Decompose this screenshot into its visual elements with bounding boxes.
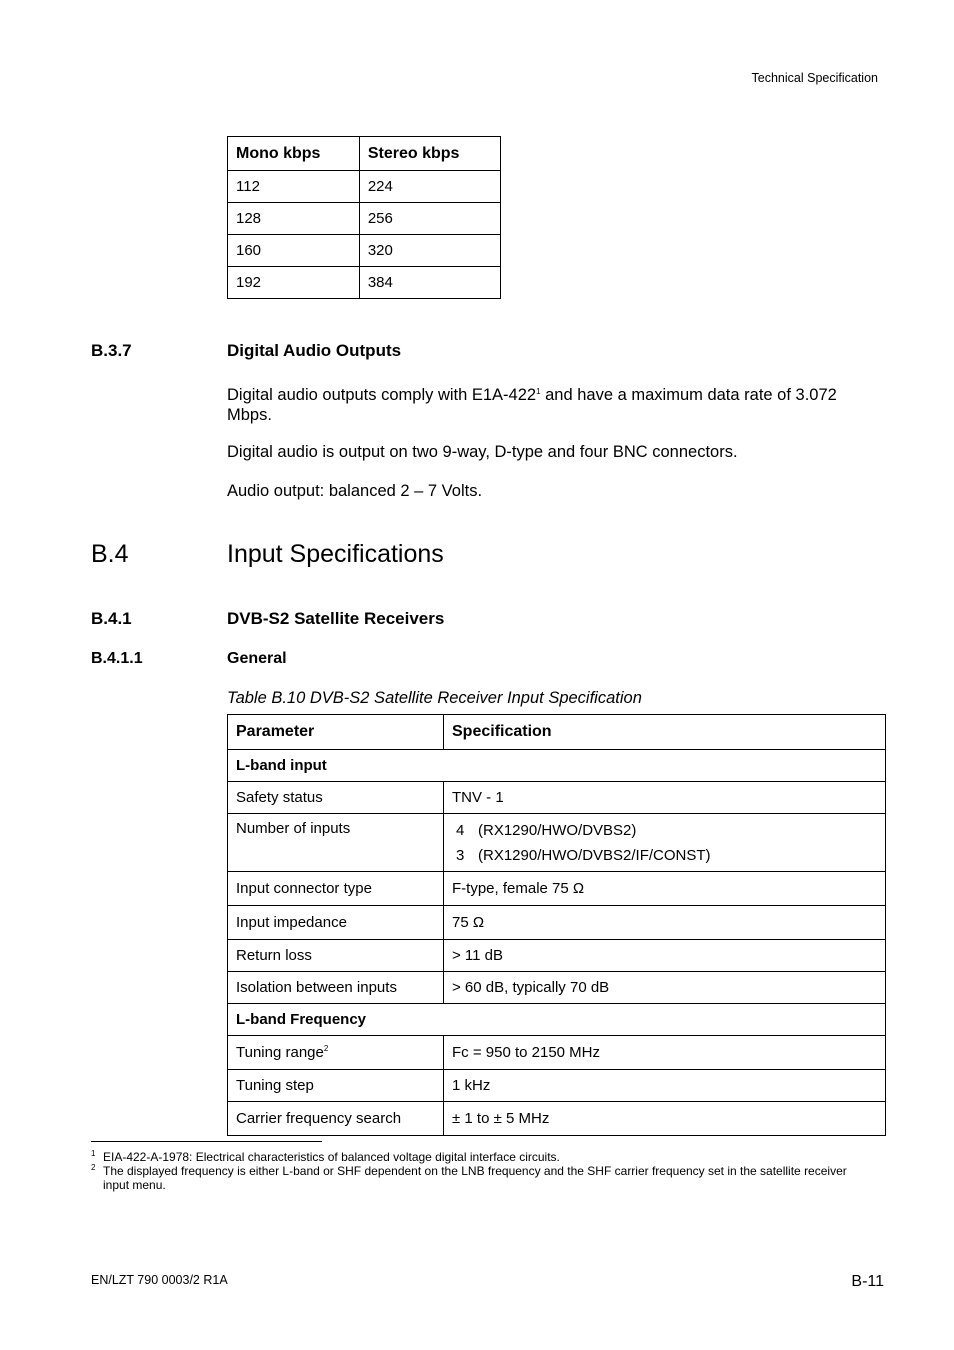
spec-cell: F-type, female 75 Ω xyxy=(444,872,886,906)
table-header-row xyxy=(228,715,886,750)
table-row xyxy=(228,1102,886,1136)
spec-table xyxy=(227,714,886,1136)
footnote-ref: 1 xyxy=(536,387,541,396)
spec-cell: ± 1 to ± 5 MHz xyxy=(444,1102,886,1136)
table-cell: 192 xyxy=(228,267,360,299)
chapter-number: B.4 xyxy=(91,540,129,568)
paragraph-text: and have a maximum data rate of 3.072 Mbps. xyxy=(227,386,837,424)
paragraph: Digital audio is output on two 9-way, D-type and four BNC connectors. xyxy=(227,443,738,461)
table-row xyxy=(228,872,886,906)
table-row xyxy=(228,906,886,940)
spec-line xyxy=(452,818,877,843)
table-cell: 160 xyxy=(228,235,360,267)
subsection-title: General xyxy=(227,650,287,667)
header-cell: Mono kbps xyxy=(228,137,360,171)
table-row xyxy=(228,203,501,235)
table-cell: 112 xyxy=(228,171,360,203)
table-cell: 320 xyxy=(359,235,500,267)
footnote xyxy=(91,1164,871,1192)
bitrate-table xyxy=(227,136,501,299)
spec-cell: 75 Ω xyxy=(444,906,886,940)
group-row xyxy=(228,1004,886,1036)
spec-cell: > 60 dB, typically 70 dB xyxy=(444,972,886,1004)
table-row xyxy=(228,814,886,872)
table-cell: 256 xyxy=(359,203,500,235)
param-cell: Isolation between inputs xyxy=(228,972,444,1004)
chapter-title: Input Specifications xyxy=(227,540,444,568)
footnotes xyxy=(91,1150,871,1192)
footnote-divider xyxy=(91,1141,322,1142)
spec-line xyxy=(452,843,877,868)
header-cell: Parameter xyxy=(228,715,444,750)
table-row xyxy=(228,171,501,203)
page-number: B-11 xyxy=(851,1273,884,1290)
param-cell: Tuning step xyxy=(228,1070,444,1102)
table-cell: 128 xyxy=(228,203,360,235)
param-text: Tuning range xyxy=(236,1044,324,1061)
param-cell: Safety status xyxy=(228,782,444,814)
table-row xyxy=(228,235,501,267)
footnote-ref: 2 xyxy=(323,1044,329,1053)
header-cell: Specification xyxy=(444,715,886,750)
param-cell: Input impedance xyxy=(228,906,444,940)
param-cell: Return loss xyxy=(228,940,444,972)
param-cell: Number of inputs xyxy=(228,814,444,872)
footnote-mark: 1 xyxy=(91,1149,96,1158)
running-header: Technical Specification xyxy=(751,71,878,85)
group-label: L-band Frequency xyxy=(228,1004,886,1036)
param-cell: Input connector type xyxy=(228,872,444,906)
section-title: Digital Audio Outputs xyxy=(227,341,402,360)
footnote xyxy=(91,1150,871,1164)
spec-cell: > 11 dB xyxy=(444,940,886,972)
section-number: B.4.1 xyxy=(91,609,132,628)
paragraph: Audio output: balanced 2 – 7 Volts. xyxy=(227,482,483,500)
table-row xyxy=(228,782,886,814)
param-cell: Carrier frequency search xyxy=(228,1102,444,1136)
section-title: DVB-S2 Satellite Receivers xyxy=(227,609,445,628)
table-cell: 384 xyxy=(359,267,500,299)
spec-cell: Fc = 950 to 2150 MHz xyxy=(444,1036,886,1070)
count: 3 xyxy=(456,846,465,864)
group-row xyxy=(228,750,886,782)
table-caption: Table B.10 DVB-S2 Satellite Receiver Input Specification xyxy=(227,689,642,707)
group-label: L-band input xyxy=(228,750,886,782)
document-id: EN/LZT 790 0003/2 R1A xyxy=(91,1273,228,1287)
table-row xyxy=(228,940,886,972)
table-row xyxy=(228,1070,886,1102)
footnote-text: The displayed frequency is either L-band or SHF dependent on the LNB frequency and the SHF carrier frequency set in the satellite receiver input menu. xyxy=(103,1164,847,1192)
spec-cell: TNV - 1 xyxy=(444,782,886,814)
footnote-text: EIA-422-A-1978: Electrical characteristics of balanced voltage digital interface circuits. xyxy=(103,1150,560,1164)
model: (RX1290/HWO/DVBS2/IF/CONST) xyxy=(478,846,711,864)
spec-cell: 1 kHz xyxy=(444,1070,886,1102)
spec-cell xyxy=(444,814,886,872)
table-header-row xyxy=(228,137,501,171)
table-row xyxy=(228,1036,886,1070)
count: 4 xyxy=(456,821,465,839)
header-cell: Stereo kbps xyxy=(359,137,500,171)
table-row xyxy=(228,972,886,1004)
paragraph xyxy=(227,382,867,425)
section-number: B.3.7 xyxy=(91,341,132,360)
model: (RX1290/HWO/DVBS2) xyxy=(478,821,637,839)
footnote-mark: 2 xyxy=(91,1163,96,1172)
param-cell xyxy=(228,1036,444,1070)
subsection-number: B.4.1.1 xyxy=(91,650,143,667)
paragraph-text: Digital audio outputs comply with E1A-422 xyxy=(227,386,537,404)
table-row xyxy=(228,267,501,299)
table-cell: 224 xyxy=(359,171,500,203)
